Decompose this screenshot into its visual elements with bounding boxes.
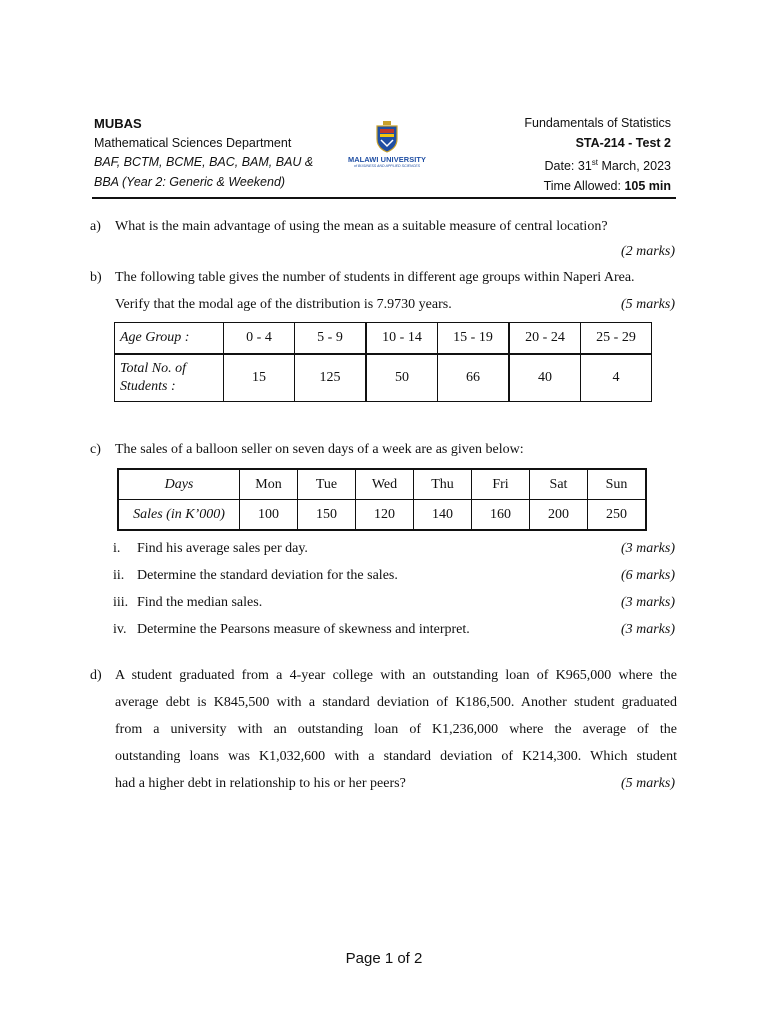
header-left <box>94 114 313 192</box>
sales-cell: 150 <box>298 500 356 531</box>
item-numeral: iii. <box>113 595 129 610</box>
sales-table <box>117 468 647 531</box>
question-d-label: d) <box>90 668 102 683</box>
question-b-line-2: Verify that the modal age of the distribution is 7.9730 years. <box>115 297 452 312</box>
table-row <box>118 469 646 500</box>
question-c-item-iii <box>113 590 262 616</box>
item-text: Find his average sales per day. <box>137 541 308 556</box>
sales-header: Sales (in K’000) <box>118 500 240 531</box>
age-group-cell: 25 - 29 <box>581 323 652 355</box>
item-text: Find the median sales. <box>137 595 263 610</box>
age-group-table <box>114 322 652 402</box>
sales-cell: 160 <box>472 500 530 531</box>
question-a-label: a) <box>90 219 101 234</box>
day-cell: Fri <box>472 469 530 500</box>
days-header: Days <box>118 469 240 500</box>
table-row <box>115 323 652 355</box>
item-numeral: i. <box>113 541 121 556</box>
age-group-cell: 20 - 24 <box>509 323 581 355</box>
time-value: 105 min <box>624 178 671 193</box>
date-label: Date: 31 <box>544 159 592 174</box>
logo-subtitle: of BUSINESS AND APPLIED SCIENCES <box>353 164 421 168</box>
time-label: Time Allowed: <box>543 178 625 193</box>
sales-cell: 100 <box>240 500 298 531</box>
date-ordinal: st <box>591 158 599 167</box>
sales-cell: 140 <box>414 500 472 531</box>
programmes-line-2: BBA (Year 2: Generic & Weekend) <box>94 174 286 189</box>
question-d-line-4: outstanding loans was K1,032,600 with a standard deviation of K214,300. Which student <box>115 749 677 764</box>
header-right <box>524 114 671 196</box>
question-c-text: The sales of a balloon seller on seven days of a week are as given below: <box>115 442 524 457</box>
question-c-item-iv-marks: (3 marks) <box>620 622 675 637</box>
question-c-label: c) <box>90 442 101 457</box>
question-d-line-3: from a university with an outstanding loan of K1,236,000 where the average of the <box>115 722 677 737</box>
question-c-item-iii-marks: (3 marks) <box>620 595 675 610</box>
question-c-item-ii-marks: (6 marks) <box>620 568 675 583</box>
age-group-cell: 10 - 14 <box>366 323 438 355</box>
table-row <box>115 354 652 402</box>
question-d-line-2: average debt is K845,500 with a standard deviation of K186,500. Another student graduated <box>115 695 677 710</box>
programmes-line-1: BAF, BCTM, BCME, BAC, BAM, BAU & <box>94 155 314 169</box>
day-cell: Tue <box>298 469 356 500</box>
table-row <box>118 500 646 531</box>
sales-cell: 120 <box>356 500 414 531</box>
question-c-item-i-marks: (3 marks) <box>620 541 675 556</box>
sales-cell: 250 <box>588 500 647 531</box>
question-d-marks: (5 marks) <box>620 776 675 791</box>
question-b-line-1: The following table gives the number of students in different age groups within Naperi Area. <box>115 270 635 285</box>
age-group-header: Age Group : <box>115 323 224 355</box>
item-numeral: iv. <box>113 622 127 637</box>
question-c-item-i <box>113 536 308 562</box>
question-c-item-ii <box>113 563 398 589</box>
item-text: Determine the standard deviation for the sales. <box>137 568 398 583</box>
question-d-line-5: had a higher debt in relationship to his or her peers? <box>115 776 406 791</box>
day-cell: Thu <box>414 469 472 500</box>
page-number: Page 1 of 2 <box>345 950 423 967</box>
students-header-line-2: Students : <box>120 379 176 394</box>
question-b-label: b) <box>90 270 102 285</box>
day-cell: Sat <box>530 469 588 500</box>
question-b-marks: (5 marks) <box>620 297 675 312</box>
age-group-cell: 0 - 4 <box>224 323 295 355</box>
university-logo <box>341 121 433 176</box>
day-cell: Wed <box>356 469 414 500</box>
institution-name: MUBAS <box>94 116 142 131</box>
header-rule <box>92 197 676 199</box>
item-numeral: ii. <box>113 568 125 583</box>
student-count-cell: 125 <box>295 354 367 402</box>
time-allowed <box>524 177 671 197</box>
age-group-cell: 5 - 9 <box>295 323 367 355</box>
course-title: Fundamentals of Statistics <box>524 116 671 130</box>
question-d-line-1: A student graduated from a 4-year college with an outstanding loan of K965,000 where the <box>115 668 677 683</box>
student-count-cell: 40 <box>509 354 581 402</box>
sales-cell: 200 <box>530 500 588 531</box>
question-a-text: What is the main advantage of using the mean as a suitable measure of central location? <box>115 219 608 234</box>
question-a-marks: (2 marks) <box>620 244 675 259</box>
age-group-cell: 15 - 19 <box>438 323 510 355</box>
student-count-cell: 15 <box>224 354 295 402</box>
crest-icon <box>374 121 400 153</box>
department-name: Mathematical Sciences Department <box>94 135 292 150</box>
logo-university-name: MALAWI UNIVERSITY <box>347 155 427 164</box>
exam-date <box>524 153 671 177</box>
course-test: STA-214 - Test 2 <box>575 135 671 150</box>
student-count-cell: 4 <box>581 354 652 402</box>
student-count-cell: 66 <box>438 354 510 402</box>
day-cell: Sun <box>588 469 647 500</box>
students-header-line-1: Total No. of <box>120 361 187 376</box>
students-header <box>115 354 224 402</box>
student-count-cell: 50 <box>366 354 438 402</box>
day-cell: Mon <box>240 469 298 500</box>
item-text: Determine the Pearsons measure of skewness and interpret. <box>137 622 470 637</box>
question-c-item-iv <box>113 617 470 643</box>
date-month-year: March, 2023 <box>598 159 671 174</box>
